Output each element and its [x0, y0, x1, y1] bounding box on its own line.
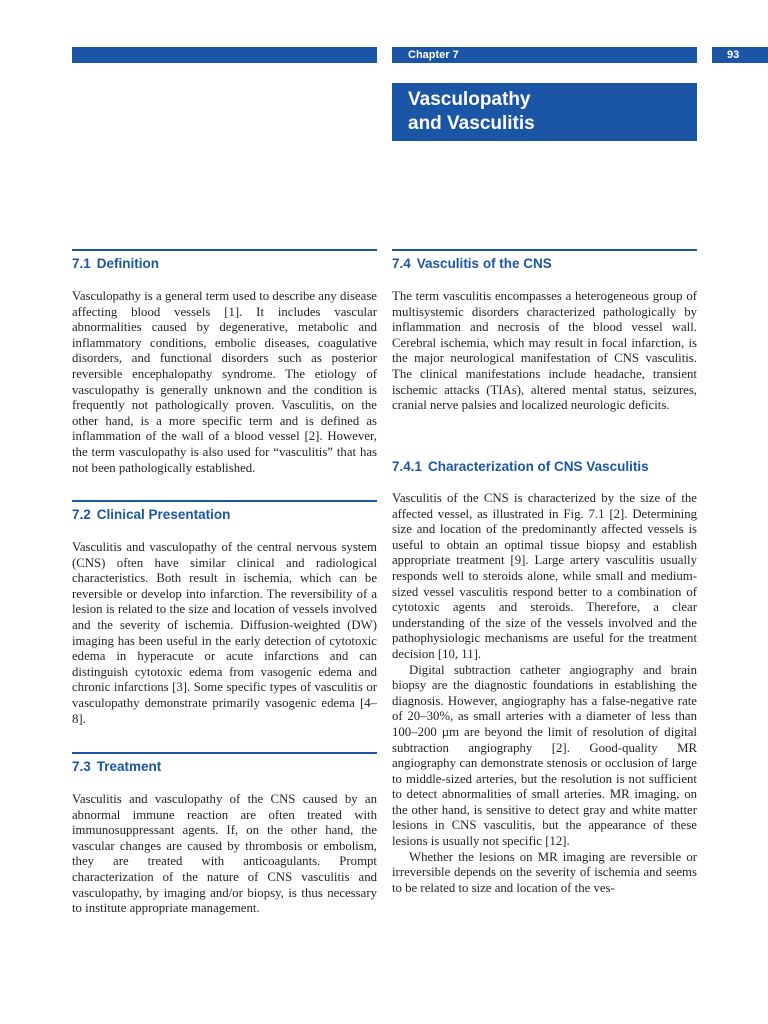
paragraph-3: Whether the lesions on MR imaging are reversible or irreversible depends on the severity of ischemia and seems to be related to size and location of the ves-	[392, 849, 697, 895]
section-heading	[72, 759, 377, 775]
section-rule	[392, 249, 697, 251]
section-title: Vasculitis of the CNS	[416, 256, 552, 271]
paragraph-2: Digital subtraction catheter angiography and brain biopsy are the diagnostic foundations in establishing the diagnosis. However, angiography has a false-negative rate of 20–30%, as small arteries with a diameter of less than 100–200 µm are beyond the limit of resolution of digital subtraction angiography [2]. Good-quality MR angiography can demonstrate stenosis or occlusion of large to middle-sized arteries, but the resolution is not sufficient to detect abnormalities of small arteries. MR imaging, on the other hand, is sensitive to detect gray and white matter lesions in CNS vasculitis, but the appearance of these lesions is usually not specific [12].	[392, 662, 697, 849]
chapter-label: Chapter 7	[408, 49, 459, 61]
chapter-title-line-2: and Vasculitis	[408, 113, 535, 134]
subsection-heading	[392, 459, 697, 475]
section-body: The term vasculitis encompasses a heterogeneous group of multisystemic disorders characterized pathologically by inflammation and necrosis of the blood vessel wall. Cerebral ischemia, which may result in focal infarction, is the major neurological manifestation of CNS vasculitis. The clinical manifestations include headache, transient ischemic attacks (TIAs), altered mental status, seizures, cranial nerve palsies and localized neurologic deficits.	[392, 289, 697, 413]
section-heading	[72, 256, 377, 272]
section-body: Vasculitis and vasculopathy of the central nervous system (CNS) often have similar clinical and radiological characteristics. Both result in ischemia, which can be reversible or develop into infarction. The reversibility of a lesion is related to the size and location of vessels involved and the severity of ischemia. Diffusion-weighted (DW) imaging has been useful in the early detection of cytotoxic edema in hyperacute or acute infarctions and can distinguish cytotoxic edema from vasogenic edema and chronic infarctions [3]. Some specific types of vasculitis or vasculopathy demonstrate primarily vasogenic edema [4–8].	[72, 540, 377, 726]
section-rule	[72, 752, 377, 754]
section-7-3	[72, 752, 377, 917]
section-heading	[72, 507, 377, 523]
section-body: Vasculitis and vasculopathy of the CNS caused by an abnormal immune reaction are often treated with immunosuppressant agents. If, on the other hand, the vascular changes are caused by thrombosis or embolism, they are treated with anticoagulants. Prompt characterization of the nature of CNS vasculitis and vasculopathy, by imaging and/or biopsy, is thus necessary to institute appropriate management.	[72, 792, 377, 916]
chapter-title-line-1: Vasculopathy	[408, 89, 531, 110]
chapter-title	[408, 88, 693, 136]
section-number: 7.1	[72, 256, 91, 271]
subsection-number: 7.4.1	[392, 459, 423, 474]
page-number: 93	[727, 49, 740, 61]
subsection-title: Characterization of CNS Vasculitis	[428, 459, 649, 474]
section-rule	[72, 500, 377, 502]
section-title: Clinical Presentation	[96, 507, 231, 522]
paragraph-1: Vasculitis of the CNS is characterized by the size of the affected vessel, as illustrated in Fig. 7.1 [2]. Determining size and location of the predominantly affected vessels is useful to obtain an optimal tissue biopsy and establish appropriate treatment [9]. Large artery vasculitis usually responds well to steroids alone, while small and medium-sized vessel vasculitis respond better to a combination of cytotoxic agents and steroids. Therefore, a clear understanding of the size of the vessels involved and the pathophysiologic mechanisms are useful for the treatment decision [10, 11].	[392, 491, 697, 661]
section-7-4-1	[392, 459, 697, 896]
section-heading	[392, 256, 697, 272]
section-title: Treatment	[96, 759, 162, 774]
section-number: 7.2	[72, 507, 91, 522]
header-rule-left	[72, 47, 377, 63]
section-body: Vasculopathy is a general term used to describe any disease affecting blood vessels [1]. It includes vascular abnormalities caused by degenerative, metabolic and inflammatory conditions, embolic diseases, coagulative disorders, and functional disorders such as posterior reversible encephalopathy syndrome. The etiology of vasculopathy is generally unknown and the condition is frequently not pathologically proven. Vasculitis, on the other hand, is a more specific term and is defined as inflammation of the wall of a blood vessel [2]. However, the term vasculopathy is also used for “vasculitis” that has not been pathologically established.	[72, 289, 377, 475]
section-7-4	[392, 249, 697, 414]
section-number: 7.4	[392, 256, 411, 271]
page-number-box	[712, 47, 768, 63]
section-number: 7.3	[72, 759, 91, 774]
section-7-1	[72, 249, 377, 476]
section-rule	[72, 249, 377, 251]
section-7-2	[72, 500, 377, 727]
section-title: Definition	[96, 256, 160, 271]
